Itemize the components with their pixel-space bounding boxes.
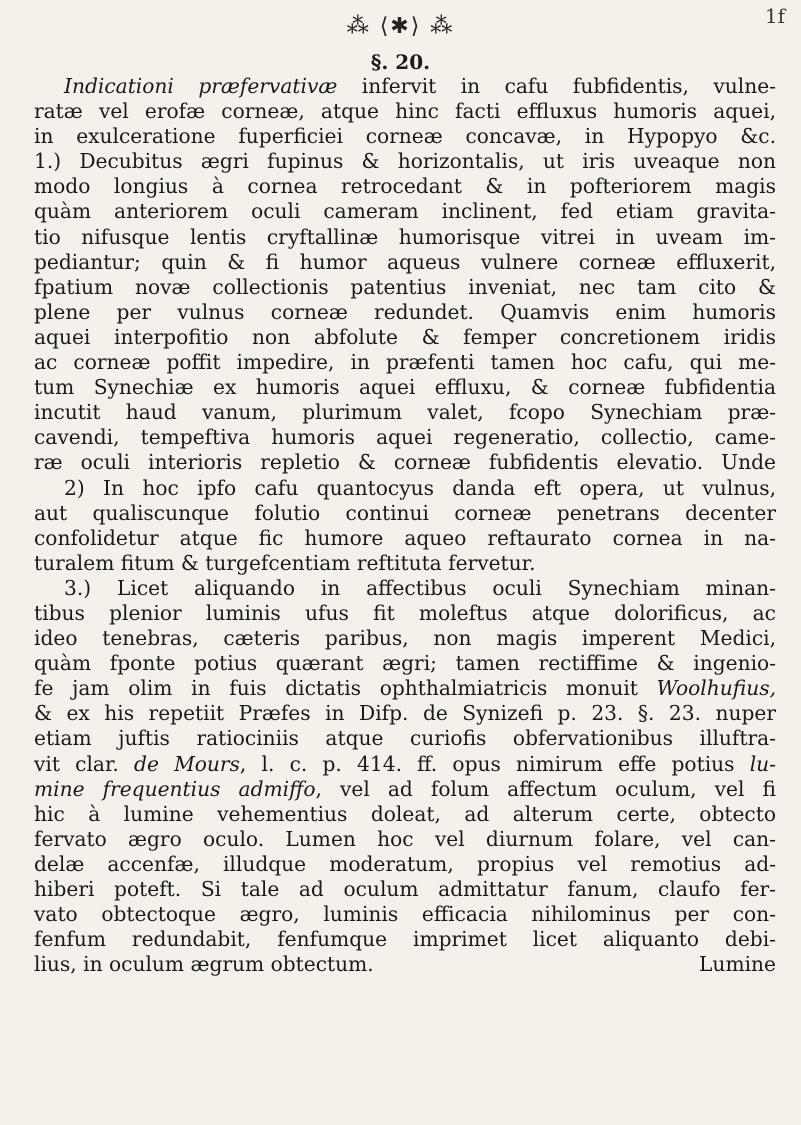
header-ornament xyxy=(0,6,801,46)
italic-name: de Mours xyxy=(134,751,240,776)
text-line: plene per vulnus corneæ redundet. Quamvis enim humoris xyxy=(34,299,776,324)
text-line: turalem fitum & turgefcentiam reftituta fervetur. xyxy=(34,550,536,575)
text-line: tum Synechiæ ex humoris aquei effluxu, & corneæ fubfidentia xyxy=(34,375,776,400)
text-line: ræ oculi interioris repletio & corneæ fubfidentis elevatio. Unde xyxy=(34,450,776,475)
text-line: fe jam olim in fuis dictatis ophthalmiatricis monuit Woolhufius, xyxy=(34,676,776,701)
text-line: lius, in oculum ægrum obtectum. Lumine xyxy=(34,952,776,977)
text-line: aquei interpofitio non abfolute & femper concretionem iridis xyxy=(34,324,776,349)
text-line: fervato ægro oculo. Lumen hoc vel diurnum folare, vel can- xyxy=(34,826,776,851)
text-line: ac corneæ poffit impedire, in præfenti tamen hoc cafu, qui me- xyxy=(34,350,776,375)
text-line: ratæ vel erofæ corneæ, atque hinc facti effluxus humoris aquei, xyxy=(34,99,776,124)
text-line: 3.) Licet aliquando in affectibus oculi Synechiam minan- xyxy=(64,575,776,600)
text-line: & ex his repetiit Præfes in Difp. de Synizefi p. 23. §. 23. nuper xyxy=(34,701,776,726)
italic-word: lu- xyxy=(749,751,776,776)
text-line: hic à lumine vehementius doleat, ad alterum certe, obtecto xyxy=(34,801,776,826)
text-line: Indicationi præfervativæ infervit in cafu fubfidentis, vulne- xyxy=(64,74,776,98)
text-line: tibus plenior luminis ufus fit moleftus atque dolorificus, ac xyxy=(34,600,776,625)
text-line: vato obtectoque ægro, luminis efficacia nihilominus per con- xyxy=(34,902,776,927)
text-line: incutit haud vanum, plurimum valet, fcopo Synechiam præ- xyxy=(34,400,776,425)
text-line: in exulceratione fuperficiei corneæ concavæ, in Hypopyo &c. xyxy=(34,124,776,149)
text-line: pediantur; quin & fi humor aqueus vulnere corneæ effluxerit, xyxy=(34,249,776,274)
text-line: tio nifusque lentis cryftallinæ humorisque vitrei in uveam im- xyxy=(34,224,776,249)
text-line: hiberi poteft. Si tale ad oculum admittatur fanum, claufo fer- xyxy=(34,877,776,901)
text-line: vit clar. de Mours, l. c. p. 414. ff. opus nimirum effe potius lu- xyxy=(34,751,776,776)
italic-heading: Indicationi præfervativæ xyxy=(64,74,338,98)
catchword: Lumine xyxy=(699,952,776,977)
ornament-glyphs: ⁂ ⟨✱⟩ ⁂ xyxy=(346,13,455,39)
body-text xyxy=(34,74,776,977)
text-line: modo longius à cornea retrocedant & in pofteriorem magis xyxy=(34,174,776,199)
section-heading: §. 20. xyxy=(370,50,431,74)
text-line: mine frequentius admiffo, vel ad folum affectum oculum, vel fi xyxy=(34,776,776,801)
italic-name: Woolhufius, xyxy=(656,676,776,701)
text-line: confolidetur atque fic humore aqueo reftaurato cornea in na- xyxy=(34,525,776,550)
text-line: delæ accenfæ, illudque moderatum, propius vel remotius ad- xyxy=(34,851,776,876)
text-line: etiam juftis ratiociniis atque curiofis obfervationibus illuftra- xyxy=(34,726,776,751)
text-line: cavendi, tempeftiva humoris aquei regeneratio, collectio, came- xyxy=(34,425,776,450)
text-line: ideo tenebras, cæteris paribus, non magis imperent Medici, xyxy=(34,626,776,651)
italic-phrase: mine frequentius admiffo xyxy=(34,776,316,801)
text-line: 2) In hoc ipfo cafu quantocyus danda eft opera, ut vulnus, xyxy=(64,475,776,500)
text-line: quàm anteriorem oculi cameram inclinent, fed etiam gravita- xyxy=(34,199,776,224)
text-line: 1.) Decubitus ægri fupinus & horizontalis, ut iris uveaque non xyxy=(34,149,776,174)
text-line: quàm fponte potius quærant ægri; tamen rectiffime & ingenio- xyxy=(34,651,776,676)
text-line: fpatium novæ collectionis patentius inveniat, nec tam cito & xyxy=(34,274,776,299)
page-number: 1f xyxy=(764,4,785,28)
text-line: fenfum redundabit, fenfumque imprimet licet aliquanto debi- xyxy=(34,927,776,952)
text-line: aut qualiscunque folutio continui corneæ penetrans decenter xyxy=(34,500,776,525)
